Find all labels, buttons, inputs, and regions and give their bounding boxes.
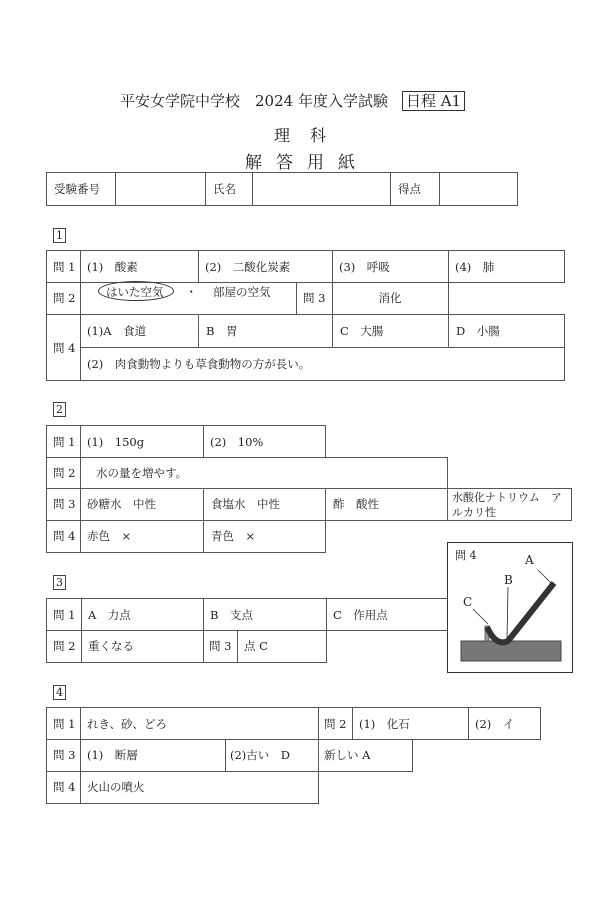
s4-q3-answer-2: (2)古い D (225, 739, 319, 772)
ground-block (461, 641, 561, 661)
s1-q3-answer: 消化 (332, 282, 449, 315)
exam-number-label: 受験番号 (46, 172, 116, 206)
diagram-label: 問 4 (455, 549, 477, 562)
subject-heading: 理科 (273, 126, 346, 145)
s1-q3-label: 問 3 (296, 282, 333, 315)
lever-diagram (447, 542, 573, 673)
s3-q1-answer-3: C 作用点 (326, 598, 448, 631)
schedule-badge: 日程 A1 (402, 91, 465, 111)
section-3-number: 3 (53, 575, 66, 590)
s4-q1-label: 問 1 (46, 707, 81, 740)
s4-q3-answer-3: 新しい A (318, 739, 413, 772)
s1-q1-answer-3: (3) 呼吸 (332, 250, 449, 283)
exam-title (120, 90, 480, 111)
s4-q2-answer-2: (2) イ (468, 707, 541, 740)
s1-q4-part-a: (1)A 食道 (80, 314, 199, 348)
s1-q2-separator: ・ (185, 285, 197, 299)
s3-q1-answer-2: B 支点 (203, 598, 327, 631)
s2-q2-answer: 水の量を増やす。 (80, 457, 448, 489)
s2-q3-answer-1: 砂糖水 中性 (80, 488, 204, 521)
leader-line-a (538, 570, 551, 583)
section-2-number: 2 (53, 402, 66, 417)
answer-sheet-heading: 解答用紙 (245, 153, 369, 173)
score-label: 得点 (390, 172, 440, 206)
s1-q1-answer-4: (4) 肺 (448, 250, 565, 283)
s1-q4-label: 問 4 (46, 314, 81, 381)
exam-number-field[interactable] (115, 172, 206, 206)
s4-q3-label: 問 3 (46, 739, 81, 772)
s2-q1-label: 問 1 (46, 425, 81, 458)
section-4-number: 4 (53, 685, 66, 700)
s2-q3-label: 問 3 (46, 488, 81, 521)
s3-q3-answer: 点 C (237, 630, 327, 663)
s3-q1-label: 問 1 (46, 598, 82, 631)
s2-q3-answer-4: 水酸化ナトリウム アルカリ性 (447, 488, 572, 521)
s1-q4-part-2: (2) 肉食動物よりも草食動物の方が長い。 (80, 347, 565, 381)
s1-q4-part-c: C 大腸 (332, 314, 449, 348)
leader-line-b (507, 587, 508, 639)
s1-q1-answer-1: (1) 酸素 (80, 250, 199, 283)
s4-q3-answer-1: (1) 断層 (80, 739, 226, 772)
s1-q2-label: 問 2 (46, 282, 81, 315)
s3-q1-answer-1: A 力点 (81, 598, 204, 631)
title-text: 平安女学院中学校 2024 年度入学試験 (120, 92, 388, 110)
name-field[interactable] (252, 172, 391, 206)
score-field[interactable] (439, 172, 518, 206)
answer-circle-mark (98, 281, 174, 301)
s3-q2-answer: 重くなる (81, 630, 204, 663)
section-1-number: 1 (53, 228, 66, 243)
name-label: 氏名 (205, 172, 253, 206)
s1-q4-part-d: D 小腸 (448, 314, 565, 348)
s2-q4-label: 問 4 (46, 520, 81, 553)
s2-q2-label: 問 2 (46, 457, 81, 489)
s1-q2-choice-1: はいた空気 (106, 285, 164, 299)
s2-q4-answer-2: 青色 × (203, 520, 326, 553)
s2-q1-answer-1: (1) 150g (80, 425, 204, 458)
s1-q2-choice-2: 部屋の空気 (213, 285, 271, 299)
point-c-label: C (463, 595, 473, 609)
s4-q2-label: 問 2 (318, 707, 353, 740)
s4-q4-answer: 火山の噴火 (80, 771, 319, 804)
s4-q4-label: 問 4 (46, 771, 81, 804)
s1-q4-part-b: B 胃 (198, 314, 333, 348)
s2-q3-answer-2: 食塩水 中性 (203, 488, 326, 521)
leader-line-c (473, 609, 488, 624)
lever-bar (487, 583, 554, 642)
s1-q1-label: 問 1 (46, 250, 81, 283)
s2-q4-answer-1: 赤色 × (80, 520, 204, 553)
s3-q2-label: 問 2 (46, 630, 82, 663)
point-a-label: A (525, 553, 534, 567)
s4-q2-answer-1: (1) 化石 (352, 707, 469, 740)
s3-q3-label: 問 3 (203, 630, 238, 663)
point-b-label: B (504, 573, 513, 587)
s1-q1-answer-2: (2) 二酸化炭素 (198, 250, 333, 283)
s2-q1-answer-2: (2) 10% (203, 425, 326, 458)
s2-q3-answer-3: 酢 酸性 (325, 488, 448, 521)
s4-q1-answer: れき、砂、どろ (80, 707, 319, 740)
